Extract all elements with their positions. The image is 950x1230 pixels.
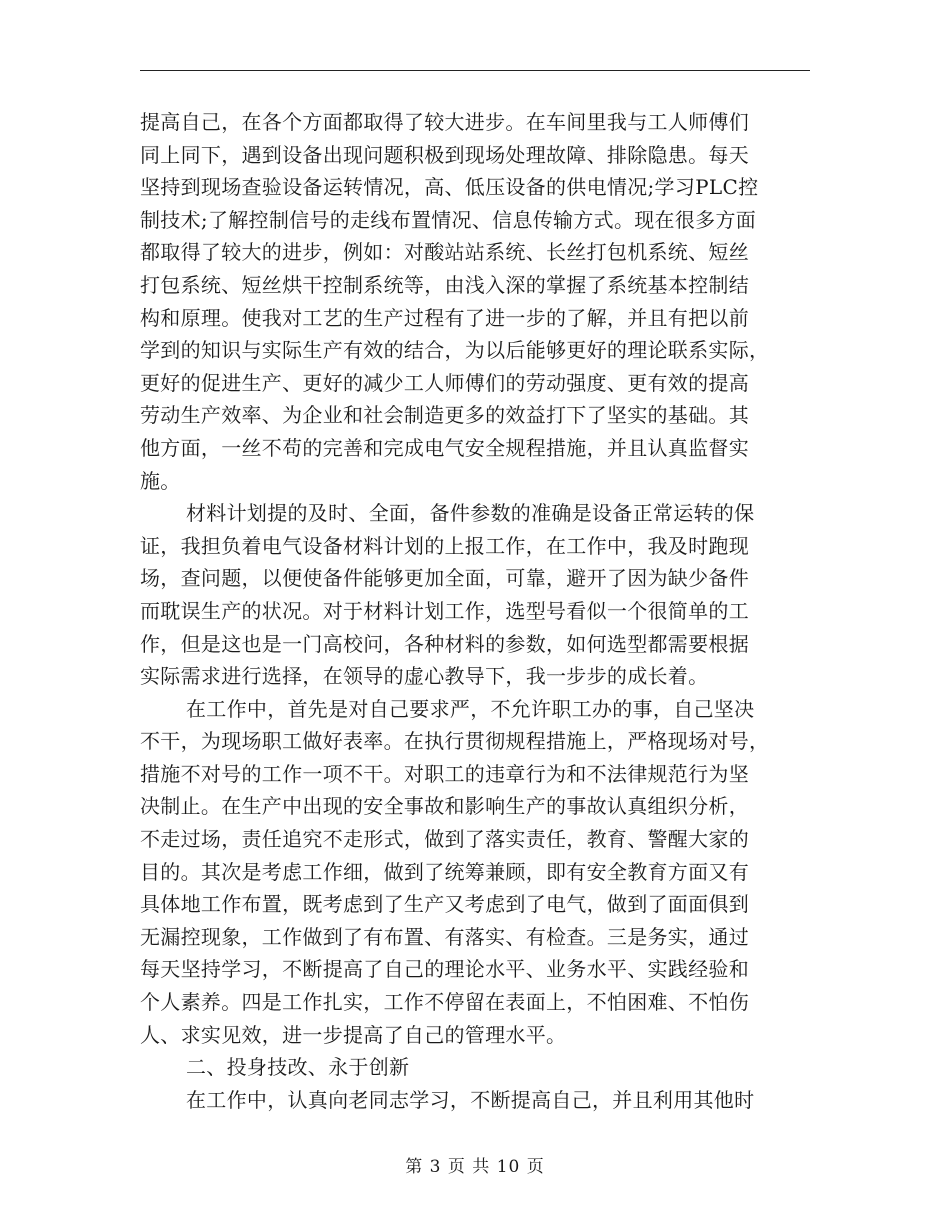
text-line: 劳动生产效率、为企业和社会制造更多的效益打下了坚实的基础。其 [140, 403, 749, 428]
paragraph [140, 1084, 800, 1117]
text-line: 人、求实见效，进一步提高了自己的管理水平。 [140, 1022, 567, 1047]
text-line: 每天坚持学习，不断提高了自己的理论水平、业务水平、实践经验和 [140, 957, 749, 982]
text-line: 更好的促进生产、更好的减少工人师傅们的劳动强度、更有效的提高 [140, 370, 749, 395]
text-line: 个人素养。四是工作扎实，工作不停留在表面上，不怕困难、不怕伤 [140, 990, 749, 1015]
text-line: 在工作中，认真向老同志学习，不断提高自己，并且利用其他时 [186, 1087, 755, 1112]
text-line: 决制止。在生产中出现的安全事故和影响生产的事故认真组织分析， [140, 794, 749, 819]
paragraph [140, 106, 800, 497]
text-line: 目的。其次是考虑工作细，做到了统筹兼顾，即有安全教育方面又有 [140, 859, 749, 884]
text-line: 不走过场，责任追究不走形式，做到了落实责任，教育、警醒大家的 [140, 827, 749, 852]
text-line: 学到的知识与实际生产有效的结合，为以后能够更好的理论联系实际， [140, 338, 770, 363]
paragraph [140, 693, 800, 1052]
paragraph [140, 1051, 800, 1084]
text-line: 同上同下，遇到设备出现问题积极到现场处理故障、排除隐患。每天 [140, 142, 749, 167]
footer-total-pages: 10 [496, 1157, 521, 1177]
page-footer [0, 1152, 950, 1177]
document-body [140, 106, 800, 1116]
text-line: 证，我担负着电气设备材料计划的上报工作，在工作中，我及时跑现 [140, 533, 749, 558]
text-line: 制技术;了解控制信号的走线布置情况、信息传输方式。现在很多方面 [140, 207, 757, 232]
text-line: 构和原理。使我对工艺的生产过程有了进一步的了解，并且有把以前 [140, 305, 749, 330]
text-line: 无漏控现象，工作做到了有布置、有落实、有检查。三是务实，通过 [140, 924, 749, 949]
text-line: 材料计划提的及时、全面，备件参数的准确是设备正常运转的保 [186, 501, 755, 526]
paragraph [140, 497, 800, 693]
text-line: 措施不对号的工作一项不干。对职工的违章行为和不法律规范行为坚 [140, 761, 749, 786]
text-line: 打包系统、短丝烘干控制系统等，由浅入深的掌握了系统基本控制结 [140, 272, 749, 297]
text-line: 而耽误生产的状况。对于材料计划工作，选型号看似一个很简单的工 [140, 598, 749, 623]
footer-suffix: 页 [526, 1157, 545, 1177]
text-line: 场，查问题，以便使备件能够更加全面，可靠，避开了因为缺少备件 [140, 566, 749, 591]
text-line: 具体地工作布置，既考虑到了生产又考虑到了电气，做到了面面俱到 [140, 892, 749, 917]
text-line: 他方面，一丝不苟的完善和完成电气安全规程措施，并且认真监督实 [140, 435, 749, 460]
text-line: 在工作中，首先是对自己要求严，不允许职工办的事，自己坚决 [186, 696, 755, 721]
text-line: 实际需求进行选择，在领导的虚心教导下，我一步步的成长着。 [140, 664, 709, 689]
text-line: 作，但是这也是一门高校问，各种材料的参数，如何选型都需要根据 [140, 631, 749, 656]
text-line: 坚持到现场查验设备运转情况，高、低压设备的供电情况;学习PLC控 [140, 175, 759, 200]
footer-current-page: 3 [429, 1157, 442, 1177]
text-line: 都取得了较大的进步，例如：对酸站站系统、长丝打包机系统、短丝 [140, 240, 749, 265]
text-line: 施。 [140, 468, 181, 493]
footer-middle: 页 共 [447, 1157, 491, 1177]
footer-prefix: 第 [405, 1157, 424, 1177]
text-line: 二、投身技改、永于创新 [186, 1055, 410, 1080]
text-line: 提高自己，在各个方面都取得了较大进步。在车间里我与工人师傅们 [140, 110, 749, 134]
header-rule [140, 70, 810, 71]
text-line: 不干，为现场职工做好表率。在执行贯彻规程措施上，严格现场对号， [140, 729, 770, 754]
